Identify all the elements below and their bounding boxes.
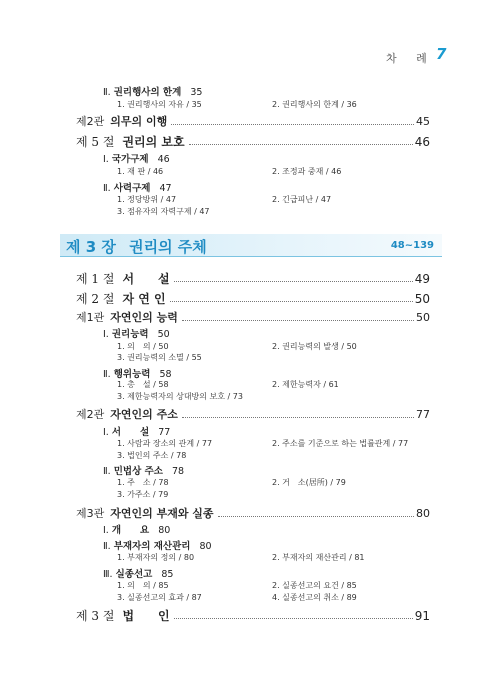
item-page: 46: [157, 154, 170, 165]
page-number: 7: [436, 45, 447, 63]
toc-subitem[interactable]: 3. 법인의 주소 / 78: [117, 451, 187, 460]
toc-chapter-row[interactable]: [76, 607, 430, 624]
leader-dots: [218, 516, 414, 517]
section-label: 제3관: [76, 507, 105, 520]
item-title: 민법상 주소: [113, 466, 163, 477]
toc-item[interactable]: [103, 522, 170, 536]
item-title: 실종선고: [115, 569, 153, 580]
chapter-banner[interactable]: [60, 234, 442, 257]
chapter-section-page: 46: [414, 135, 430, 149]
toc-item[interactable]: [103, 326, 170, 340]
toc-subitem[interactable]: 1. 권리행사의 자유 / 35: [117, 100, 202, 109]
toc-subitem[interactable]: 3. 제한능력자의 상대방의 보호 / 73: [117, 392, 243, 401]
toc-chapter-row[interactable]: [76, 133, 430, 150]
section-page: 50: [416, 311, 430, 324]
toc-subitem[interactable]: 1. 의 의 / 85: [117, 581, 169, 590]
item-number: Ⅱ.: [103, 466, 111, 477]
chapter-title: 권리의 주체: [129, 238, 207, 256]
toc-item[interactable]: [103, 566, 173, 580]
section-page: 77: [416, 408, 430, 421]
item-number: Ⅰ.: [103, 329, 109, 340]
toc-subitem[interactable]: 3. 점유자의 자력구제 / 47: [117, 207, 210, 216]
toc-subitem[interactable]: 2. 실종선고의 요건 / 85: [272, 581, 357, 590]
chapter-section-label: 제 5 절: [76, 135, 115, 149]
item-number: Ⅱ.: [103, 541, 111, 552]
toc-subitem[interactable]: 3. 권리능력의 소멸 / 55: [117, 353, 202, 362]
toc-item[interactable]: [103, 84, 202, 98]
toc-subitem[interactable]: 2. 제한능력자 / 61: [272, 380, 339, 389]
item-number: Ⅲ.: [103, 569, 113, 580]
section-title: 의무의 이행: [110, 115, 168, 128]
item-title: 국가구제: [111, 154, 149, 165]
leader-dots: [174, 281, 413, 282]
toc-chapter-row[interactable]: [76, 290, 430, 307]
toc-subitem[interactable]: 3. 가주소 / 79: [117, 490, 169, 499]
leader-dots: [189, 144, 413, 145]
toc-subitem[interactable]: 1. 부재자의 정의 / 80: [117, 553, 195, 562]
item-title: 권리행사의 한계: [113, 87, 182, 98]
item-number: Ⅰ.: [103, 525, 109, 536]
toc-subitem[interactable]: 2. 거 소(居所) / 79: [272, 478, 346, 487]
chapter-label: 제 3 장: [66, 238, 116, 256]
running-header-label: 차 례: [386, 52, 435, 65]
toc-item[interactable]: [103, 180, 172, 194]
item-title: 부재자의 재산관리: [113, 541, 191, 552]
toc-subitem[interactable]: 4. 실종선고의 취소 / 89: [272, 593, 357, 602]
item-title: 개 요: [111, 525, 150, 536]
toc-subitem[interactable]: 2. 긴급피난 / 47: [272, 195, 332, 204]
section-label: 제2관: [76, 408, 105, 421]
item-title: 사력구제: [113, 183, 151, 194]
chapter-section-title: 서 설: [122, 272, 170, 286]
toc-subitem[interactable]: 2. 부재자의 재산관리 / 81: [272, 553, 365, 562]
item-page: 85: [161, 569, 174, 580]
toc-subitem[interactable]: 2. 권리능력의 발생 / 50: [272, 342, 357, 351]
toc-subitem[interactable]: 1. 총 설 / 58: [117, 380, 169, 389]
leader-dots: [170, 301, 413, 302]
item-page: 58: [159, 369, 172, 380]
toc-subitem[interactable]: 2. 조정과 중재 / 46: [272, 167, 342, 176]
item-number: Ⅰ.: [103, 154, 109, 165]
section-page: 45: [416, 115, 430, 128]
chapter-section-title: 자 연 인: [122, 292, 166, 306]
toc-item[interactable]: [103, 463, 184, 477]
toc-item[interactable]: [103, 424, 170, 438]
chapter-section-title: 권리의 보호: [122, 135, 185, 149]
toc-subitem[interactable]: 2. 권리행사의 한계 / 36: [272, 100, 357, 109]
section-label: 제1관: [76, 311, 105, 324]
toc-section-row[interactable]: [76, 505, 430, 521]
chapter-section-title: 법 인: [122, 609, 170, 623]
section-title: 자연인의 능력: [110, 311, 178, 324]
toc-section-row[interactable]: [76, 113, 430, 129]
chapter-section-page: 91: [414, 609, 430, 623]
item-page: 50: [157, 329, 170, 340]
section-label: 제2관: [76, 115, 105, 128]
item-page: 78: [171, 466, 185, 477]
item-page: 77: [158, 427, 171, 438]
chapter-section-label: 제 1 절: [76, 272, 115, 286]
toc-item[interactable]: [103, 366, 172, 380]
toc-subitem[interactable]: 1. 의 의 / 50: [117, 342, 169, 351]
section-title: 자연인의 부재와 실종: [110, 507, 214, 520]
leader-dots: [171, 124, 414, 125]
section-title: 자연인의 주소: [110, 408, 178, 421]
chapter-section-page: 49: [414, 272, 430, 286]
item-page: 35: [190, 87, 203, 98]
toc-subitem[interactable]: 3. 실종선고의 효과 / 87: [117, 593, 202, 602]
toc-chapter-row[interactable]: [76, 270, 430, 287]
item-page: 80: [199, 541, 212, 552]
item-number: Ⅰ.: [103, 427, 109, 438]
toc-subitem[interactable]: 1. 주 소 / 78: [117, 478, 169, 487]
item-page: 80: [158, 525, 171, 536]
toc-item[interactable]: [103, 538, 212, 552]
item-title: 행위능력: [113, 369, 151, 380]
leader-dots: [182, 320, 414, 321]
toc-section-row[interactable]: [76, 309, 430, 325]
item-number: Ⅱ.: [103, 369, 111, 380]
leader-dots: [174, 618, 413, 619]
toc-subitem[interactable]: 1. 정당방위 / 47: [117, 195, 177, 204]
toc-subitem[interactable]: 1. 사람과 장소의 관계 / 77: [117, 439, 213, 448]
item-title: 서 설: [111, 427, 150, 438]
chapter-page-range: 48~139: [390, 240, 434, 251]
item-number: Ⅱ.: [103, 87, 111, 98]
section-page: 80: [416, 507, 430, 520]
toc-subitem[interactable]: 1. 재 판 / 46: [117, 167, 164, 176]
item-page: 47: [159, 183, 172, 194]
toc-item[interactable]: [103, 151, 170, 165]
item-number: Ⅱ.: [103, 183, 111, 194]
chapter-section-page: 50: [414, 292, 430, 306]
chapter-heading: [66, 236, 207, 257]
toc-section-row[interactable]: [76, 406, 430, 422]
item-title: 권리능력: [111, 329, 149, 340]
leader-dots: [182, 417, 414, 418]
chapter-section-label: 제 3 절: [76, 609, 115, 623]
toc-subitem[interactable]: 2. 주소를 기준으로 하는 법률관계 / 77: [272, 439, 409, 448]
chapter-section-label: 제 2 절: [76, 292, 115, 306]
